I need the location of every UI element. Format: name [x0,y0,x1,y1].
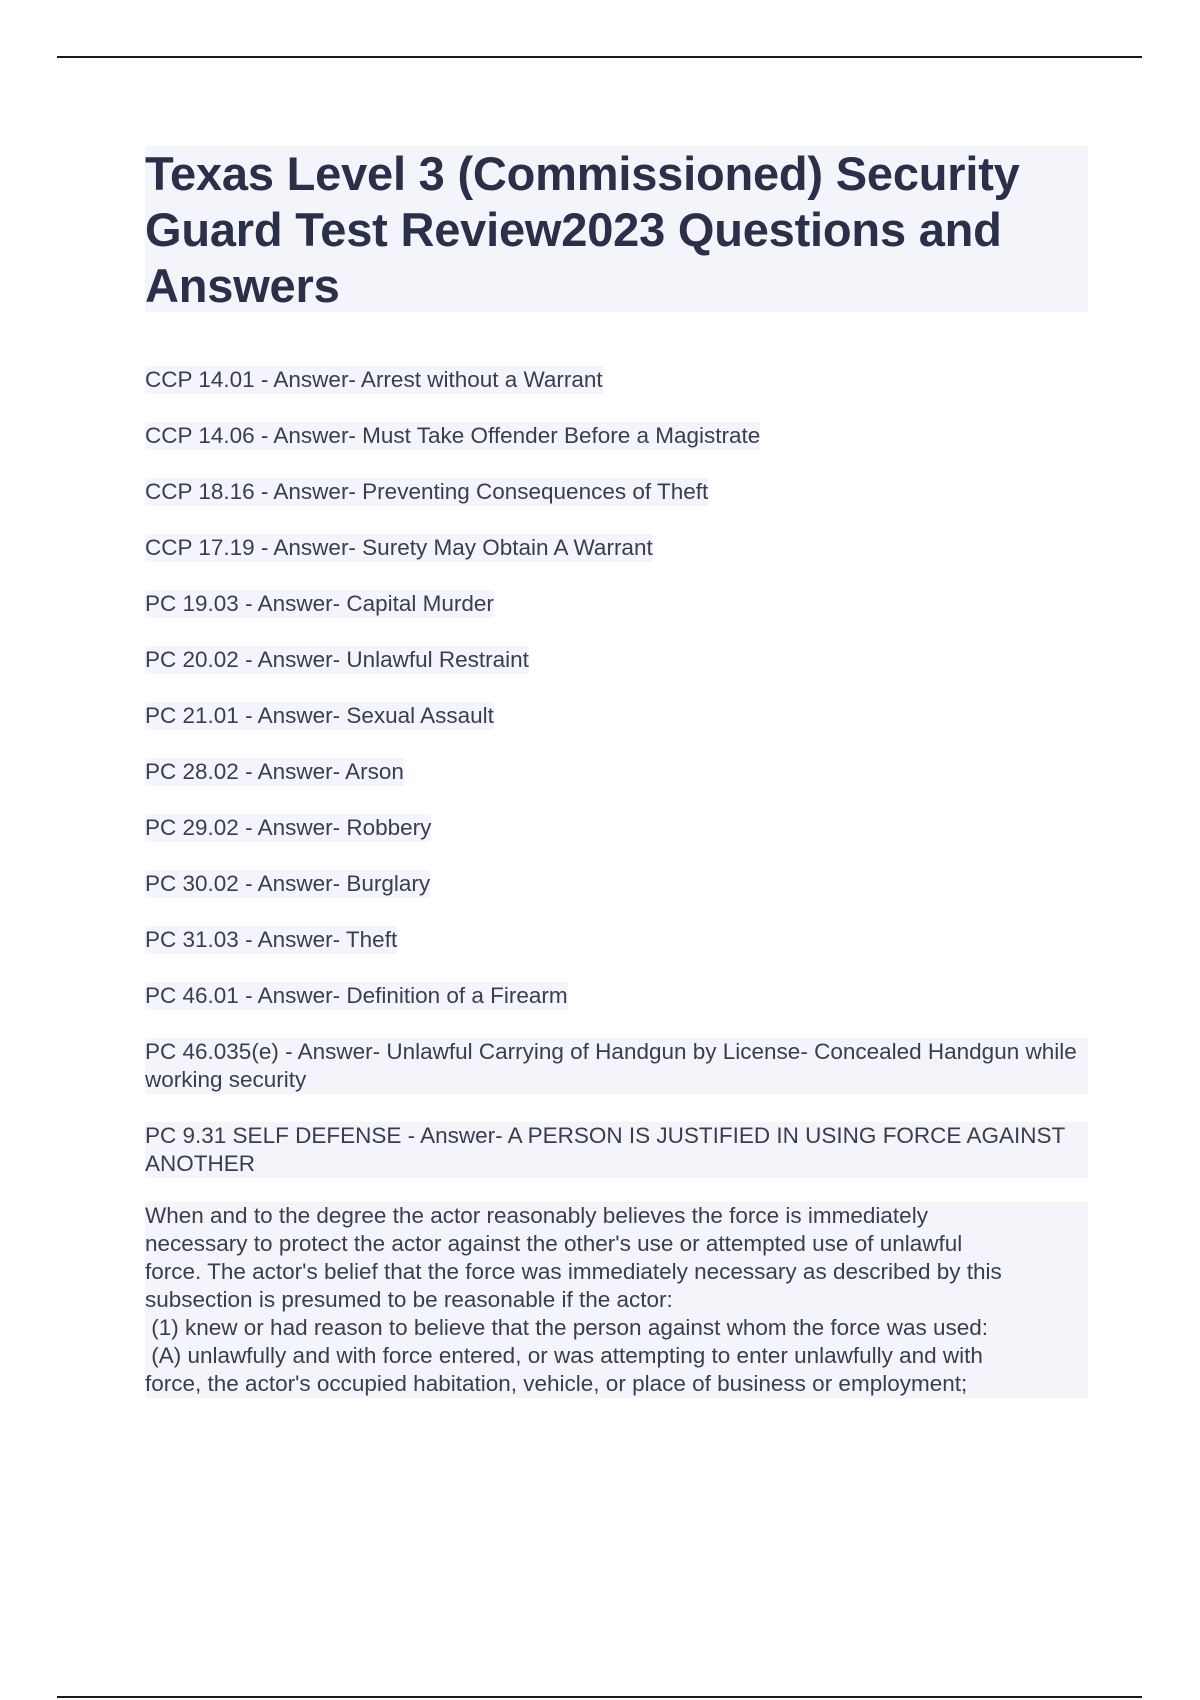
paragraph-line: subsection is presumed to be reasonable if the actor: [145,1287,673,1312]
qa-item: PC 31.03 - Answer- Theft [145,927,398,952]
qa-list [145,366,1095,1206]
paragraph-line: When and to the degree the actor reasonably believes the force is immediately [145,1203,928,1228]
qa-item: PC 30.02 - Answer- Burglary [145,871,431,896]
qa-item: CCP 14.01 - Answer- Arrest without a Warrant [145,367,603,392]
qa-item: PC 28.02 - Answer- Arson [145,759,404,784]
qa-item: PC 46.035(e) - Answer- Unlawful Carrying of Handgun by License- Concealed Handgun while working security [145,1038,1088,1094]
qa-item: PC 20.02 - Answer- Unlawful Restraint [145,647,529,672]
bottom-divider [57,1696,1142,1698]
document-title: Texas Level 3 (Commissioned) Security Guard Test Review2023 Questions and Answers [145,147,1020,312]
paragraph-line: force, the actor's occupied habitation, vehicle, or place of business or employment; [145,1371,968,1396]
qa-item: CCP 14.06 - Answer- Must Take Offender Before a Magistrate [145,423,761,448]
paragraph-line: force. The actor's belief that the force was immediately necessary as described by this [145,1259,1002,1284]
title-block [145,146,1088,312]
qa-item: PC 21.01 - Answer- Sexual Assault [145,703,494,728]
paragraph-line: (A) unlawfully and with force entered, or was attempting to enter unlawfully and with [145,1343,983,1368]
qa-item: PC 29.02 - Answer- Robbery [145,815,432,840]
paragraph-line: (1) knew or had reason to believe that the person against whom the force was used: [145,1315,988,1340]
qa-item: PC 9.31 SELF DEFENSE - Answer- A PERSON IS JUSTIFIED IN USING FORCE AGAINST ANOTHER [145,1122,1088,1178]
self-defense-paragraph [145,1202,1088,1398]
paragraph-line: necessary to protect the actor against the other's use or attempted use of unlawful [145,1231,963,1256]
qa-item: PC 46.01 - Answer- Definition of a Firearm [145,983,568,1008]
qa-item: CCP 17.19 - Answer- Surety May Obtain A Warrant [145,535,653,560]
qa-item: PC 19.03 - Answer- Capital Murder [145,591,494,616]
qa-item: CCP 18.16 - Answer- Preventing Consequences of Theft [145,479,709,504]
top-divider [57,56,1142,58]
